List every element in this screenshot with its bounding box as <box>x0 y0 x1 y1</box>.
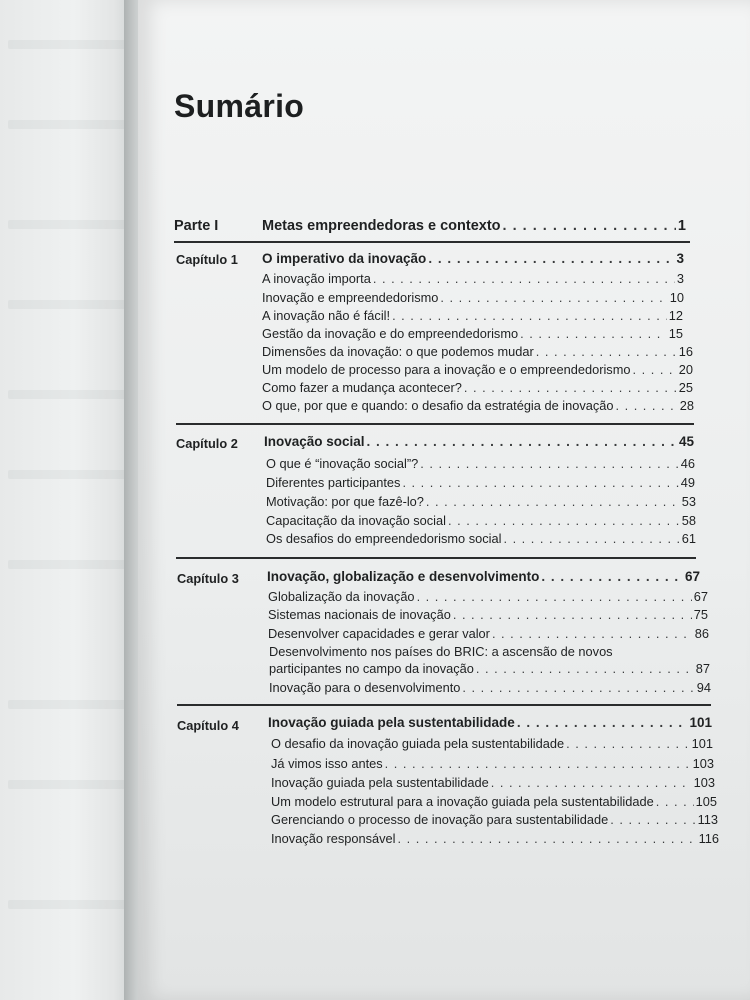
section-page: 101 <box>691 736 713 751</box>
leader-dots <box>453 607 692 622</box>
bleed-through-text <box>8 220 126 229</box>
section-entry <box>262 398 694 413</box>
section-title: Globalização da inovação <box>268 589 415 604</box>
leader-dots <box>517 715 688 730</box>
leader-dots <box>398 831 697 846</box>
section-entry <box>266 513 696 528</box>
section-entry <box>262 308 683 323</box>
chapter-label: Capítulo 1 <box>176 252 238 267</box>
section-page: 67 <box>693 589 708 604</box>
section-title: Um modelo estrutural para a inovação guiada pela sustentabilidade <box>271 794 654 809</box>
leader-dots <box>656 794 694 809</box>
leader-dots <box>448 513 680 528</box>
section-entry <box>262 362 693 377</box>
section-page: 113 <box>697 812 718 827</box>
bleed-through-text <box>8 900 126 909</box>
chapter-label: Capítulo 2 <box>176 436 238 451</box>
section-title: Sistemas nacionais de inovação <box>268 607 451 622</box>
chapter-entry <box>267 569 700 584</box>
chapter-page: 3 <box>676 251 684 266</box>
page-title: Sumário <box>174 88 305 124</box>
section-page: 49 <box>680 475 695 490</box>
section-entry <box>271 794 717 809</box>
chapter-rule <box>177 704 711 706</box>
section-page: 86 <box>694 626 709 641</box>
section-page: 28 <box>679 398 694 413</box>
section-entry <box>271 736 713 751</box>
chapter-label: Capítulo 3 <box>177 571 239 586</box>
section-entry <box>262 326 683 341</box>
section-entry <box>266 475 695 490</box>
section-title: Inovação para o desenvolvimento <box>269 680 461 695</box>
section-title: Diferentes participantes <box>266 475 401 490</box>
section-page: 87 <box>695 661 710 676</box>
section-entry <box>262 271 684 286</box>
chapter-title: Inovação guiada pela sustentabilidade <box>268 715 515 730</box>
leader-dots <box>373 271 675 286</box>
leader-dots <box>615 398 677 413</box>
section-page: 94 <box>696 680 711 695</box>
leader-dots <box>402 475 678 490</box>
section-entry <box>271 756 714 771</box>
section-page: 12 <box>668 308 683 323</box>
section-entry <box>266 456 695 471</box>
leader-dots <box>420 456 679 471</box>
leader-dots <box>426 494 680 509</box>
section-page: 46 <box>680 456 695 471</box>
section-title: Gestão da inovação e do empreendedorismo <box>262 326 519 341</box>
leader-dots <box>632 362 676 377</box>
leader-dots <box>503 218 676 234</box>
chapter-title: O imperativo da inovação <box>262 251 427 266</box>
chapter-title: Inovação, globalização e desenvolvimento <box>267 569 540 584</box>
section-entry <box>269 680 711 695</box>
bleed-through-text <box>8 700 126 709</box>
leader-dots <box>428 251 674 266</box>
chapter-label: Capítulo 4 <box>177 718 239 733</box>
section-entry <box>268 589 708 604</box>
section-page: 103 <box>693 775 715 790</box>
bleed-through-text <box>8 780 126 789</box>
leader-dots <box>610 812 695 827</box>
section-entry <box>262 290 684 305</box>
chapter-entry <box>264 434 694 449</box>
section-title-line1: Desenvolvimento nos países do BRIC: a ascensão de novos <box>269 644 613 659</box>
chapter-page: 67 <box>684 569 700 584</box>
section-page: 16 <box>678 344 693 359</box>
section-title: Motivação: por que fazê-lo? <box>266 494 424 509</box>
section-title: participantes no campo da inovação <box>269 661 474 676</box>
section-entry <box>266 531 696 546</box>
leader-dots <box>367 434 677 449</box>
section-page: 20 <box>678 362 693 377</box>
leader-dots <box>476 661 694 676</box>
part-label: Parte I <box>174 218 219 234</box>
leader-dots <box>520 326 667 341</box>
bleed-through-text <box>8 120 126 129</box>
leader-dots <box>417 589 692 604</box>
section-title: Desenvolver capacidades e gerar valor <box>268 626 490 641</box>
section-title: Dimensões da inovação: o que podemos mudar <box>262 344 534 359</box>
section-entry <box>271 831 719 846</box>
chapter-page: 101 <box>689 715 712 730</box>
bleed-through-text <box>8 390 126 399</box>
section-title: A inovação não é fácil! <box>262 308 391 323</box>
leader-dots <box>541 569 683 584</box>
section-title: Inovação responsável <box>271 831 396 846</box>
chapter-title: Inovação social <box>264 434 365 449</box>
leader-dots <box>385 756 691 771</box>
section-title: Como fazer a mudança acontecer? <box>262 380 462 395</box>
section-page: 10 <box>669 290 684 305</box>
section-entry <box>271 812 718 827</box>
section-title: Gerenciando o processo de inovação para sustentabilidade <box>271 812 609 827</box>
bleed-through-text <box>8 40 126 49</box>
section-entry <box>262 344 693 359</box>
section-page: 105 <box>695 794 717 809</box>
bleed-through-text <box>8 560 126 569</box>
chapter-rule <box>176 423 694 425</box>
leader-dots <box>464 380 677 395</box>
leader-dots <box>492 626 693 641</box>
section-page: 25 <box>678 380 693 395</box>
leader-dots <box>462 680 694 695</box>
chapter-rule <box>176 557 696 559</box>
part-page: 1 <box>677 218 686 234</box>
section-entry <box>266 494 696 509</box>
chapter-entry <box>268 715 712 730</box>
leader-dots <box>503 531 679 546</box>
section-page: 58 <box>681 513 696 528</box>
section-page: 75 <box>693 607 708 622</box>
section-page: 3 <box>676 271 684 286</box>
section-title: Já vimos isso antes <box>271 756 383 771</box>
chapter-entry <box>262 251 684 266</box>
section-entry <box>269 661 710 676</box>
bleed-through-text <box>8 300 126 309</box>
section-page: 61 <box>681 531 696 546</box>
chapter-page: 45 <box>678 434 694 449</box>
part-entry <box>262 218 686 234</box>
left-page <box>0 0 135 1000</box>
section-title: Os desafios do empreendedorismo social <box>266 531 502 546</box>
leader-dots <box>392 308 667 323</box>
section-page: 116 <box>698 831 719 846</box>
section-title: O que é “inovação social”? <box>266 456 419 471</box>
section-title: A inovação importa <box>262 271 371 286</box>
leader-dots <box>440 290 667 305</box>
section-entry <box>262 380 693 395</box>
part-rule <box>174 241 690 243</box>
part-title: Metas empreendedoras e contexto <box>262 218 501 234</box>
section-title: Capacitação da inovação social <box>266 513 446 528</box>
section-page: 53 <box>681 494 696 509</box>
section-title: Inovação guiada pela sustentabilidade <box>271 775 489 790</box>
leader-dots <box>566 736 690 751</box>
section-title: Inovação e empreendedorismo <box>262 290 439 305</box>
section-entry <box>271 775 715 790</box>
section-title: O desafio da inovação guiada pela sustentabilidade <box>271 736 565 751</box>
leader-dots <box>536 344 677 359</box>
leader-dots <box>491 775 692 790</box>
section-title: Um modelo de processo para a inovação e o empreendedorismo <box>262 362 631 377</box>
bleed-through-text <box>8 470 126 479</box>
section-entry <box>268 626 709 641</box>
section-title: O que, por que e quando: o desafio da estratégia de inovação <box>262 398 614 413</box>
section-entry <box>268 607 708 622</box>
section-page: 15 <box>668 326 683 341</box>
section-page: 103 <box>692 756 714 771</box>
